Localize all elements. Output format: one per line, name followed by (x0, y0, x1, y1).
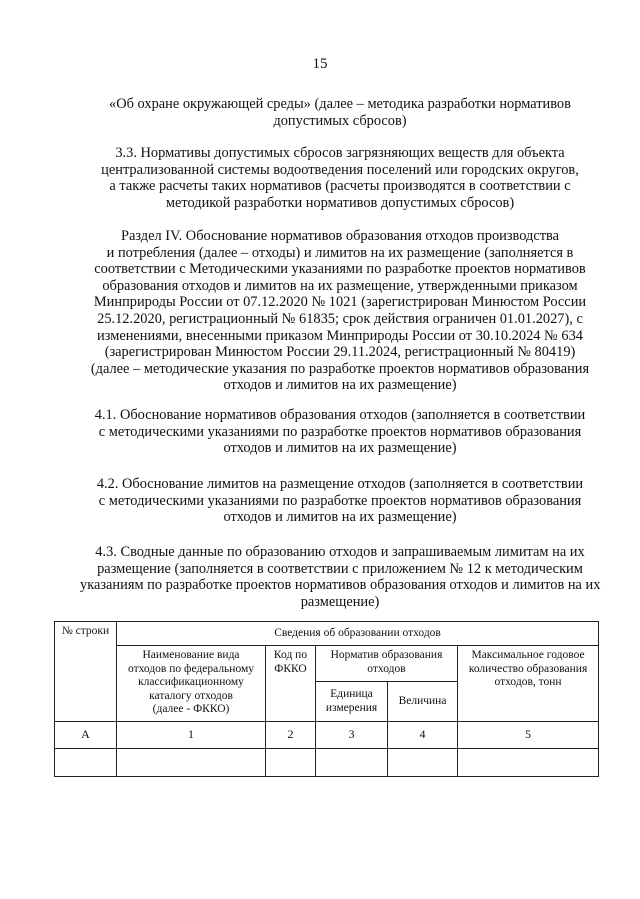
table-cell: 3 (316, 722, 388, 749)
table-cell (266, 749, 316, 777)
header-text: количество образования (468, 662, 588, 675)
paragraph-4-1 (80, 407, 600, 457)
header-value: Величина (388, 682, 458, 722)
table-cell (55, 749, 117, 777)
table-cell (388, 749, 458, 777)
table-cell (117, 749, 266, 777)
text-line: (зарегистрирован Минюстом России 29.11.2024, регистрационный № 80419) (104, 344, 576, 361)
text-line: допустимых сбросов) (273, 112, 407, 129)
header-waste-info: Сведения об образовании отходов (117, 622, 599, 646)
text-line: отходов и лимитов на их размещение) (223, 509, 457, 526)
paragraph-methodology-ref (80, 96, 600, 129)
header-text: отходов (367, 662, 406, 675)
header-text: отходов, тонн (494, 676, 562, 688)
text-line: 4.3. Сводные данные по образованию отходов и запрашиваемым лимитам на их (95, 544, 585, 560)
table-row-empty (55, 749, 599, 777)
table-cell: А (55, 722, 117, 749)
text-line: отходов и лимитов на их размещение) (223, 377, 457, 394)
header-text: Единица (330, 688, 373, 700)
text-line: методикой разработки нормативов допустимых сбросов) (165, 194, 515, 211)
text-line: (далее – методические указания по разработке проектов нормативов образования (90, 360, 590, 377)
header-text: классификационному (138, 676, 244, 688)
header-unit (316, 682, 388, 722)
text-line: соответствии с Методическими указаниями по разработке проектов нормативов (94, 261, 586, 278)
paragraph-3-3 (80, 145, 600, 211)
header-text: отходов по федеральному (127, 662, 255, 675)
table-cell (458, 749, 599, 777)
header-row-number: № строки (55, 622, 117, 722)
header-text: Наименование вида (142, 649, 240, 661)
table-cell: 2 (266, 722, 316, 749)
text-line: образования отходов и лимитов на их размещение, утвержденными приказом (102, 277, 578, 294)
text-line: и потребления (далее – отходы) и лимитов на их размещение (заполняется в (106, 244, 574, 261)
header-fkko-code (266, 646, 316, 722)
header-text: Норматив образования (330, 649, 443, 661)
table-row-numbering (55, 722, 599, 749)
text-line: отходов и лимитов на их размещение) (223, 440, 457, 457)
text-line: централизованной системы водоотведения поселений или городских округов, (101, 161, 579, 178)
page-number: 15 (312, 56, 328, 72)
paragraph-4-2 (80, 476, 600, 526)
text-line: с методическими указаниями по разработке проектов нормативов образования (98, 492, 582, 509)
text-line: 4.2. Обоснование лимитов на размещение отходов (заполняется в соответствии (96, 476, 584, 492)
header-max-annual-amount (458, 646, 599, 722)
text-line: Раздел IV. Обоснование нормативов образования отходов производства (120, 228, 559, 244)
header-text: (далее - ФККО) (152, 703, 230, 715)
header-text: измерения (325, 701, 378, 714)
text-line: изменениями, внесенными приказом Минприроды России от 30.10.2024 № 634 (97, 327, 583, 344)
text-line: 3.3. Нормативы допустимых сбросов загрязняющих веществ для объекта (115, 145, 565, 161)
text-line: Минприроды России от 07.12.2020 № 1021 (зарегистрирован Минюстом России (93, 294, 587, 311)
table-cell (316, 749, 388, 777)
text-line: размещение (заполняется в соответствии с приложением № 12 к методическим (97, 560, 583, 577)
waste-summary-table (54, 621, 599, 777)
header-generation-norm (316, 646, 458, 682)
header-text: каталогу отходов (149, 689, 233, 702)
text-line: а также расчеты таких нормативов (расчеты производятся в соответствии с (109, 178, 571, 195)
header-text: Код по (273, 649, 308, 661)
text-line: «Об охране окружающей среды» (далее – методика разработки нормативов (109, 96, 571, 112)
text-line: размещение) (300, 593, 380, 610)
header-text: Максимальное годовое (471, 649, 585, 661)
table-cell: 5 (458, 722, 599, 749)
paragraph-4-3 (80, 544, 600, 610)
text-line: с методическими указаниями по разработке проектов нормативов образования (98, 423, 582, 440)
header-text: ФККО (274, 662, 307, 675)
text-line: 4.1. Обоснование нормативов образования отходов (заполняется в соответствии (94, 407, 586, 423)
table-cell: 4 (388, 722, 458, 749)
table-cell: 1 (117, 722, 266, 749)
text-line: 25.12.2020, регистрационный № 61835; срок действия ограничен 01.01.2027), с (97, 310, 583, 327)
header-waste-name (117, 646, 266, 722)
section-iv-heading (80, 228, 600, 394)
text-line: указаниям по разработке проектов нормативов образования отходов и лимитов на их (80, 577, 601, 594)
